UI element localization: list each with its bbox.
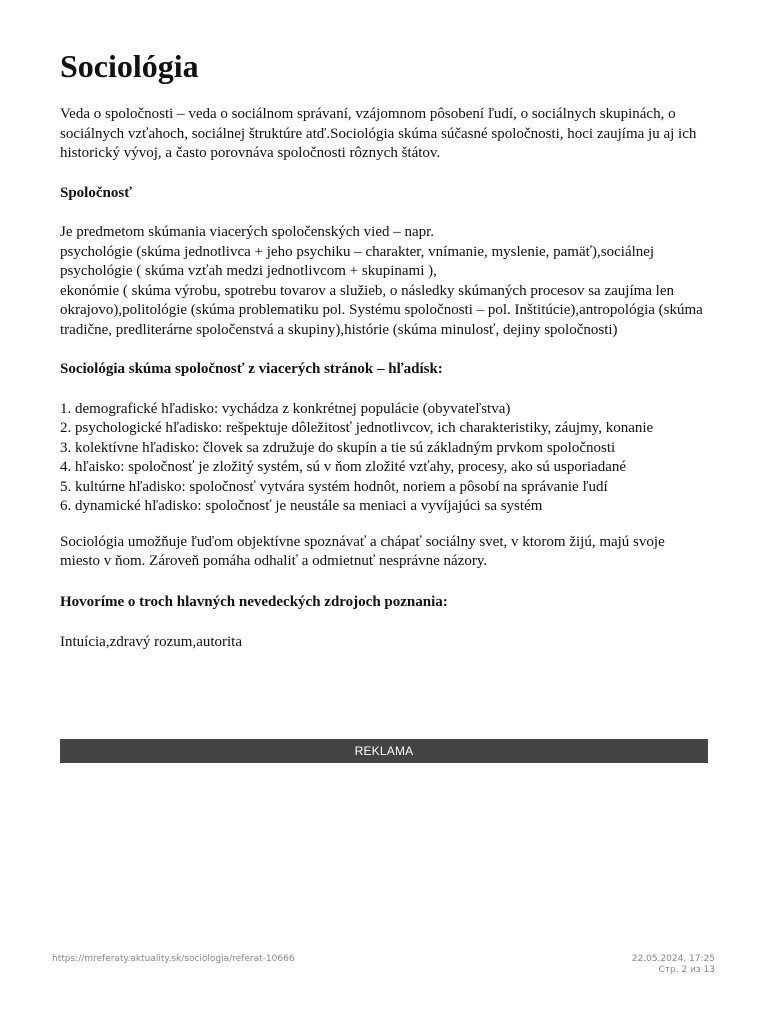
- society-paragraph-line: Je predmetom skúmania viacerých spoločenských vied – napr.: [60, 224, 435, 240]
- list-item: 5. kultúrne hľadisko: spoločnosť vytvára systém hodnôt, noriem a pôsobí na správanie ľudí: [60, 478, 608, 495]
- aspects-list: [60, 400, 708, 517]
- society-paragraph-line: ekonómie ( skúma výrobu, spotrebu tovarov a služieb, o následky skúmaných procesov sa zaujíma len okrajovo),politológie (skúma problematiku pol. Systému spoločnosti – pol. Inštitúcie),antropológia (skúma tradične, predliterárne spoločenstvá a skupiny),histórie (skúma minulosť, dejiny spoločnosti): [60, 282, 703, 338]
- footer-page-number: Стр. 2 из 13: [658, 965, 715, 975]
- sources-paragraph: Intuícia,zdravý rozum,autorita: [60, 634, 243, 650]
- footer-datetime: 22.05.2024, 17:25: [631, 954, 715, 964]
- list-item: 2. psychologické hľadisko: rešpektuje dôležitosť jednotlivcov, ich charakteristiky, záujmy, konanie: [60, 420, 654, 436]
- footer-url: https://mreferaty.aktuality.sk/sociologia/referat-10666: [52, 954, 295, 964]
- list-item: 4. hľaisko: spoločnosť je zložitý systém, sú v ňom zložité vzťahy, procesy, ako sú usporiadané: [60, 459, 627, 475]
- society-paragraph-line: psychológie (skúma jednotlivca + jeho psychiku – charakter, vnímanie, myslenie, pamäť),sociálnej psychológie ( skúma vzťah medzi jednotlivcom + skupinami ),: [60, 243, 655, 279]
- article: [60, 44, 708, 653]
- outro-paragraph: Sociológia umožňuje ľuďom objektívne spoznávať a chápať sociálny svet, v ktorom žijú, majú svoje miesto v ňom. Zároveň pomáha odhaliť a odmietnuť nesprávne názory.: [60, 533, 665, 569]
- list-item: 6. dynamické hľadisko: spoločnosť je neustále sa meniaci a vyvíjajúci sa systém: [60, 498, 543, 514]
- page-title: Sociológia: [60, 48, 199, 84]
- section-heading-society: Spoločnosť: [60, 184, 133, 201]
- list-item: 3. kolektívne hľadisko: človek sa združuje do skupín a tie sú základným prvkom spoločnosti: [60, 439, 616, 456]
- list-item: 1. demografické hľadisko: vychádza z konkrétnej populácie (obyvateľstva): [60, 400, 511, 417]
- footer-meta: [632, 954, 715, 976]
- ad-banner[interactable]: REKLAMA: [60, 739, 708, 763]
- section-heading-aspects: Sociológia skúma spoločnosť z viacerých stránok – hľadísk:: [60, 361, 443, 377]
- intro-paragraph: Veda o spoločnosti – veda o sociálnom správaní, vzájomnom pôsobení ľudí, o sociálnych skupinách, o sociálnych vzťahoch, sociálnej štruktúre atď.Sociológia skúma súčasné spoločnosti, hoci zaujíma ju aj ich historický vývoj, a často porovnáva spoločnosti rôznych štátov.: [60, 106, 697, 161]
- section-heading-sources: Hovoríme o troch hlavných nevedeckých zdrojoch poznania:: [60, 593, 448, 610]
